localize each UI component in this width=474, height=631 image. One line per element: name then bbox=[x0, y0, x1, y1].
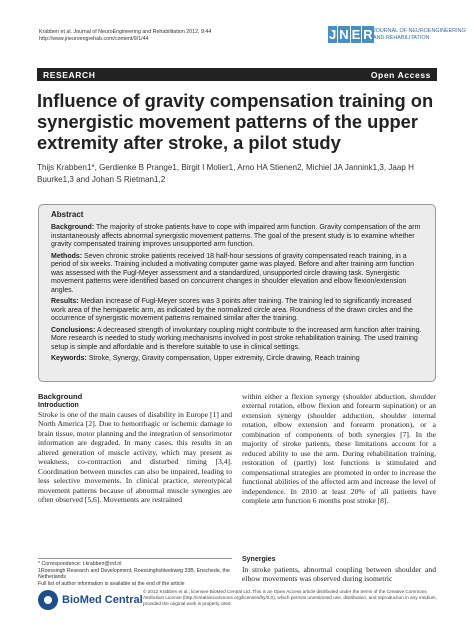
journal-logo bbox=[328, 26, 474, 43]
synergies-section bbox=[242, 555, 436, 584]
synergies-heading: Synergies bbox=[242, 556, 276, 563]
body-column-right bbox=[242, 392, 436, 505]
abstract-box bbox=[38, 204, 436, 382]
publisher-name: BioMed Central bbox=[62, 594, 143, 606]
logo-letter-j: J bbox=[329, 27, 337, 42]
author-info-note: Full list of author information is available at the end of the article bbox=[38, 580, 185, 587]
section-label: Conclusions: bbox=[51, 326, 96, 334]
abstract-methods bbox=[51, 253, 423, 296]
citation-line: Krabben et al. Journal of NeuroEngineering and Rehabilitation 2012, 9:44 bbox=[39, 29, 212, 35]
citation-header bbox=[39, 29, 289, 43]
introduction-paragraph: Stroke is one of the main causes of disability in Europe [1] and North America [2]. Due to hemorrhagic or ischemic damage to brain tissue, motor planning and the integration of sensorimotor information are degraded. In many cases, this results in an altered generation of muscle activity, which may present as weakness, co-contraction and disturbed timing [3,4]. Coordination between muscles can also be impaired, leading to less selective movements. In clinical practice, stereotypical movement patterns because of abnormal muscle synergies are often observed [5,6]. Movements are restrained bbox=[38, 410, 232, 505]
section-text: A decreased strength of involuntary coupling might contribute to the increased arm function after training. More research is needed to study working mechanisms involved in post stroke rehabilitation training. The used training setup is simple and affordable and is therefore suitable to use in clinical settings. bbox=[51, 326, 422, 351]
abstract-keywords bbox=[51, 355, 423, 364]
synergy-paragraph: within either a flexion synergy (shoulder abduction, shoulder external rotation, elbow flexion and forearm supination) or an extension synergy (shoulder adduction, shoulder internal rotation, elbow extension and forearm pronation), or a combination of components of both synergies [7]. In the majority of stroke patients, these limitations account for a reduced ability to use the arm. During rehabilitation training, restoration of (partly) lost functions is stimulated and compensational strategies are promoted in order to increase the functional abilities of the affected arm and increase the level of independence. In 2010 at least 20% of all patients have complete arm function 6 months post stroke [8]. bbox=[242, 392, 436, 505]
section-text: Median increase of Fugl-Meyer scores was 3 points after training. The training led to significantly increased work area of the hemiparetic arm, as indicated by the normalized circle area. Roundness of the drawn circles and the occurrence of synergistic movement patterns remained similar after the training. bbox=[51, 298, 413, 322]
journal-name-line1: JOURNAL OF NEUROENGINEERING bbox=[373, 28, 466, 34]
logo-letter-r: R bbox=[363, 27, 373, 42]
section-text: The majority of stroke patients have to cope with impaired arm function. Gravity compensation of the arm instantaneously affects abnormal synergistic movement patterns. The goal of the present study is to examine whether gravity compensated training improves unsupported arm function. bbox=[51, 224, 421, 248]
author-list: Thijs Krabben1*, Gerdienke B Prange1, Birgit I Molier1, Arno HA Stienen2, Michiel JA Jannink1,3, Jaap H Buurke1,3 and Johan S Rietman1,2 bbox=[37, 163, 415, 184]
journal-name bbox=[373, 28, 474, 41]
open-access-label: Open Access bbox=[370, 69, 431, 80]
biomed-central-logo bbox=[38, 590, 143, 610]
article-type-label: RESEARCH bbox=[43, 69, 96, 80]
section-label: Methods: bbox=[51, 252, 83, 260]
abstract-results bbox=[51, 298, 423, 324]
section-text: Seven chronic stroke patients received 18 half-hour sessions of gravity compensated reach training, in a period of six weeks. Training included a motivating computer game was played. Before and after training arm function was assessed with the Fugl-Meyer assessment and a standardized, unsupported circle drawing task. Synergistic movement patterns were identified based on concurrent changes in shoulder elevation and elbow flexion/extension angles. bbox=[51, 252, 415, 294]
jner-logo-mark bbox=[328, 26, 373, 43]
synergies-paragraph: In stroke patients, abnormal coupling between shoulder and elbow movements was observed during isometric bbox=[242, 565, 436, 584]
background-heading: Background bbox=[38, 392, 83, 401]
abstract-conclusions bbox=[51, 327, 423, 353]
journal-name-line2: AND REHABILITATION bbox=[373, 34, 430, 41]
logo-letter-n: N bbox=[339, 27, 349, 42]
license-text: © 2012 Krabben et al.; licensee BioMed Central Ltd. This is an Open Access article distributed under the terms of the Creative Commons Attribution License (http://creativecommons.org/licenses/by/2.0), which permits unrestricted use, distribution, and reproduction in any medium, provided the original work is properly cited. bbox=[143, 589, 437, 607]
section-label: Keywords: bbox=[51, 355, 87, 362]
section-text: Stroke, Synergy, Gravity compensation, Upper extremity, Circle drawing, Reach training bbox=[86, 355, 360, 362]
section-label: Results: bbox=[51, 298, 79, 305]
abstract-heading: Abstract bbox=[51, 210, 84, 219]
article-type-banner bbox=[37, 68, 437, 81]
article-title: Influence of gravity compensation training on synergistic movement patterns of the upper extremity after stroke, a pilot study bbox=[37, 90, 434, 153]
section-label: Background: bbox=[51, 224, 95, 231]
abstract-background bbox=[51, 224, 423, 250]
introduction-heading: Introduction bbox=[38, 402, 79, 409]
biomed-central-icon bbox=[38, 590, 58, 610]
body-column-left bbox=[38, 392, 232, 505]
correspondence-note[interactable]: * Correspondence: t.krabben@rrd.nl bbox=[38, 561, 122, 567]
logo-letter-e: E bbox=[351, 27, 361, 42]
footnotes bbox=[38, 558, 232, 587]
affiliation-note: 1Roessingh Research and Development, Roessinghsbleekweg 33B, Enschede, the Netherlands bbox=[38, 567, 230, 581]
article-url[interactable]: http://www.jneuroengrehab.com/content/9/1/44 bbox=[39, 36, 149, 42]
